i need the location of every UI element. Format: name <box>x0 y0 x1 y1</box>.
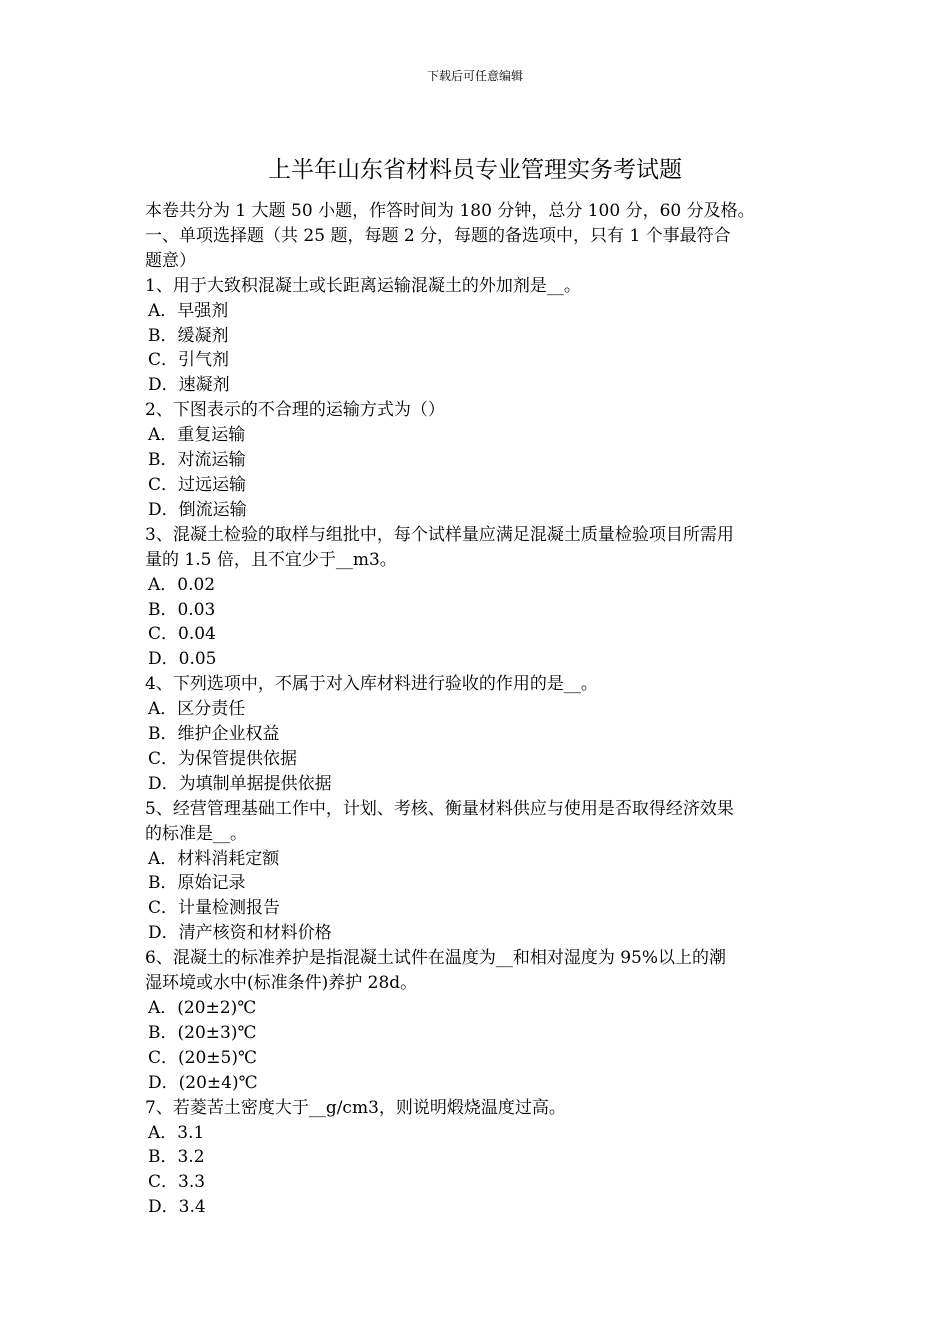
document-title: 上半年山东省材料员专业管理实务考试题 <box>268 157 682 183</box>
question-stem-line: 3、混凝土检验的取样与组批中，每个试样量应满足混凝土质量检验项目所需用 <box>145 524 734 545</box>
answer-option: A．(20±2)℃ <box>148 998 257 1018</box>
question-6 <box>145 946 810 1095</box>
answer-option: C．(20±5)℃ <box>148 1047 257 1068</box>
answer-option: D．3.4 <box>148 1197 206 1218</box>
answer-option: A．早强剂 <box>148 300 229 321</box>
answer-option: D．(20±4)℃ <box>148 1072 258 1093</box>
answer-option: C．过远运输 <box>148 474 247 495</box>
answer-option: B．缓凝剂 <box>148 325 229 346</box>
answer-option: D．清产核资和材料价格 <box>148 923 332 944</box>
answer-option: A．区分责任 <box>148 699 246 720</box>
question-4 <box>145 672 810 797</box>
answer-option: C．3.3 <box>148 1172 206 1193</box>
section-heading-line1: 一、单项选择题（共 25 题，每题 2 分，每题的备选项中，只有 1 个事最符合 <box>145 225 731 246</box>
question-list <box>145 274 810 1220</box>
question-stem-line: 6、混凝土的标准养护是指混凝土试件在温度为__和相对湿度为 95%以上的潮 <box>145 948 727 969</box>
question-stem-line: 2、下图表示的不合理的运输方式为（） <box>145 400 445 421</box>
answer-option: D．为填制单据提供依据 <box>148 773 332 794</box>
answer-option: D．倒流运输 <box>148 499 247 520</box>
question-stem-line: 1、用于大致积混凝土或长距离运输混凝土的外加剂是__。 <box>145 275 581 296</box>
question-stem-line: 5、经营管理基础工作中，计划、考核、衡量材料供应与使用是否取得经济效果 <box>145 798 734 819</box>
section-heading-line2: 题意） <box>145 250 196 271</box>
answer-option: B．(20±3)℃ <box>148 1022 257 1043</box>
answer-option: D．0.05 <box>148 649 217 670</box>
document-body <box>145 199 810 1220</box>
question-stem-line: 4、下列选项中，不属于对入库材料进行验收的作用的是__。 <box>145 674 598 695</box>
header-note: 下载后可任意编辑 <box>426 69 523 83</box>
question-2 <box>145 398 810 523</box>
question-5 <box>145 797 810 946</box>
answer-option: A．0.02 <box>148 574 216 595</box>
answer-option: B．原始记录 <box>148 873 246 894</box>
answer-option: D．速凝剂 <box>148 375 230 396</box>
question-7 <box>145 1096 810 1221</box>
intro-text: 本卷共分为 1 大题 50 小题，作答时间为 180 分钟，总分 100 分，60 分及格。 <box>145 201 755 221</box>
question-stem-line: 7、若菱苦土密度大于__g/cm3，则说明煅烧温度过高。 <box>145 1097 566 1118</box>
answer-option: A．材料消耗定额 <box>148 848 280 869</box>
question-1 <box>145 274 810 399</box>
question-stem-line: 量的 1.5 倍，且不宜少于__m3。 <box>145 549 397 570</box>
answer-option: A．重复运输 <box>148 425 246 446</box>
answer-option: B．3.2 <box>148 1147 205 1168</box>
answer-option: C．引气剂 <box>148 350 230 371</box>
answer-option: B．维护企业权益 <box>148 724 280 745</box>
answer-option: C．0.04 <box>148 624 216 645</box>
answer-option: C．计量检测报告 <box>148 898 281 919</box>
question-stem-line: 湿环境或水中(标准条件)养护 28d。 <box>145 973 418 994</box>
question-stem-line: 的标准是__。 <box>145 823 247 844</box>
answer-option: A．3.1 <box>148 1122 205 1143</box>
question-3 <box>145 523 810 672</box>
answer-option: C．为保管提供依据 <box>148 748 298 769</box>
answer-option: B．对流运输 <box>148 450 246 471</box>
answer-option: B．0.03 <box>148 599 216 620</box>
